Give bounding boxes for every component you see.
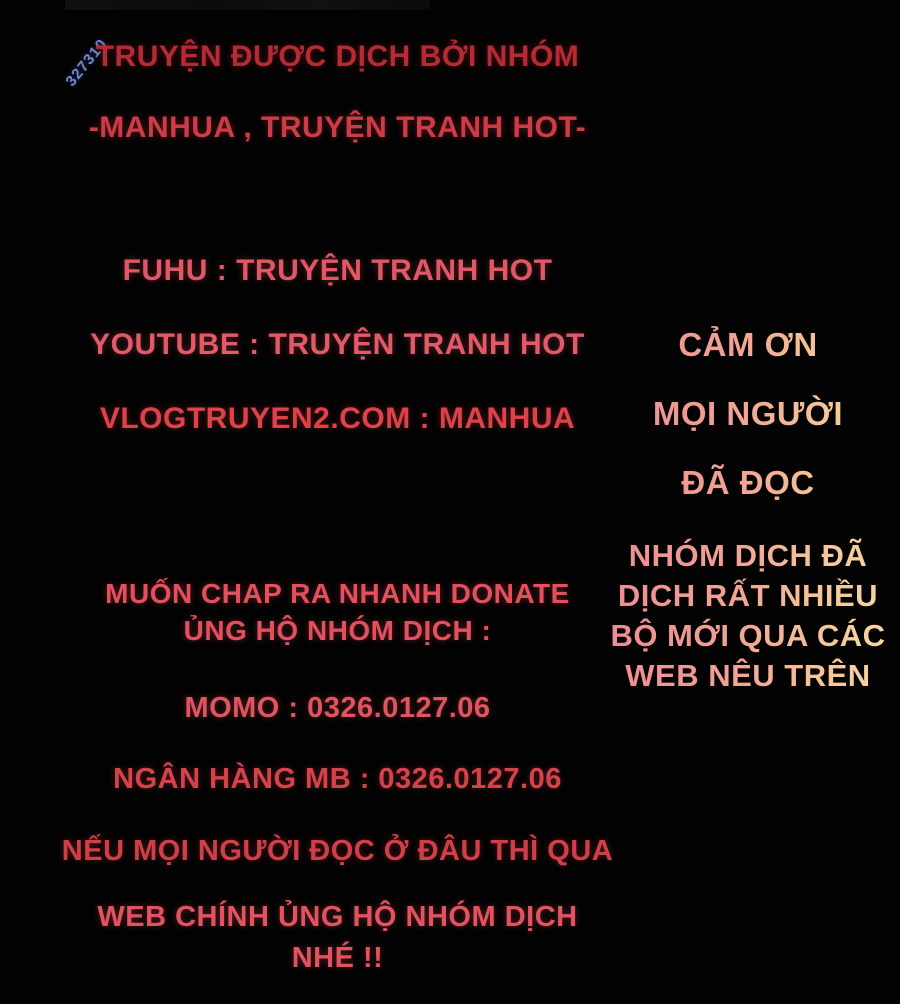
thanks-line3: ĐÃ ĐỌC	[598, 463, 898, 503]
footer-line3: NHÉ !!	[291, 942, 384, 974]
note-line1: NHÓM DỊCH ĐÃ	[598, 536, 898, 576]
note-line3: BỘ MỚI QUA CÁC	[598, 616, 898, 656]
note-line2: DỊCH RẤT NHIỀU	[598, 576, 898, 616]
credit-title-line1: TRUYỆN ĐƯỢC DỊCH BỞI NHÓM	[95, 40, 580, 73]
footer-line1: NẾU MỌI NGƯỜI ĐỌC Ở ĐÂU THÌ QUA	[61, 835, 614, 867]
note-line4: WEB NÊU TRÊN	[598, 656, 898, 696]
donate-bank-number: NGÂN HÀNG MB : 0326.0127.06	[113, 763, 562, 795]
footer-line2: WEB CHÍNH ỦNG HỘ NHÓM DỊCH	[97, 901, 578, 933]
thanks-line2: MỌI NGƯỜI	[598, 394, 898, 434]
page-id-watermark: 327310	[62, 35, 111, 90]
channel-fuhu: FUHU : TRUYỆN TRANH HOT	[122, 254, 553, 287]
top-panel-remnant	[65, 0, 430, 10]
channel-youtube: YOUTUBE : TRUYỆN TRANH HOT	[90, 328, 585, 361]
donate-momo-number: MOMO : 0326.0127.06	[184, 692, 491, 724]
channel-website: VLOGTRUYEN2.COM : MANHUA	[99, 402, 576, 435]
donate-line1: MUỐN CHAP RA NHANH DONATE	[105, 578, 570, 609]
thanks-line1: CẢM ƠN	[598, 325, 898, 365]
credit-title-line2: -MANHUA , TRUYỆN TRANH HOT-	[88, 111, 587, 144]
donate-line2: ỦNG HỘ NHÓM DỊCH :	[183, 615, 492, 646]
